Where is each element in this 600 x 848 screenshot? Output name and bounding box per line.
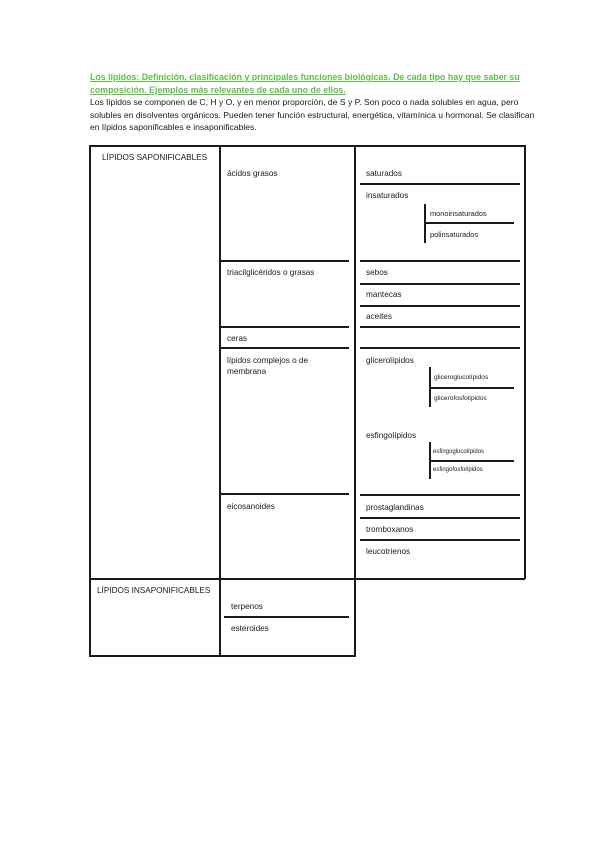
table-section-divider [89,578,525,580]
nested-separator [429,460,514,462]
col3-separator [360,283,520,285]
subitem-monoinsaturados: monoinsaturados [430,209,487,218]
table-right-border [524,145,526,579]
col2-separator [224,616,349,618]
item-tromboxanos: tromboxanos [366,525,414,534]
table-bottom-border [89,655,355,657]
item-aceites: aceites [366,312,392,321]
subitem-polinsaturados: polinsaturados [430,230,479,239]
intro-paragraph: Los lípidos se componen de C, H y O, y en menor proporción, de S y P. Son poco o nada solubles en agua, pero solubles en disolventes orgánicos. Pueden tener función estructural, energética, vitamínica u hormonal. Se clasifican en lípidos saponificables e insaponificables. [90,97,535,132]
table-col1-divider [219,145,221,657]
item-insaturados: insaturados [366,191,409,200]
section-label-insaponificables: LÍPIDOS INSAPONIFICABLES [97,586,211,595]
table-top-border [89,145,525,147]
category-ceras: ceras [227,334,248,343]
nested-divider [424,204,426,243]
col3-separator [360,305,520,307]
table-col2-divider [354,145,356,657]
category-lipidos-complejos: lípidos complejos o de membrana [227,356,309,376]
subitem-esfingoglucolipidos: esfingoglucolípidos [433,449,485,455]
nested-separator [429,387,514,389]
item-esteroides: esteroides [231,624,269,633]
item-glicerolipidos: glicerolípidos [366,356,414,365]
item-mantecas: mantecas [366,290,402,299]
item-esfingolipidos: esfingolípidos [366,431,417,440]
item-saturados: saturados [366,169,402,178]
col3-separator [360,347,520,349]
item-sebos: sebos [366,268,388,277]
item-prostaglandinas: prostaglandinas [366,503,424,512]
section-label-saponificables: LÍPIDOS SAPONIFICABLES [102,153,208,162]
col3-separator [360,260,520,262]
col3-separator [360,494,520,496]
category-eicosanoides: eicosanoides [227,502,275,511]
item-leucotrienos: leucotrienos [366,547,411,556]
col3-separator [360,326,520,328]
subitem-glicerofosfolipidos: glicerofosfolípidos [434,395,487,402]
document-heading: Los lípidos: Definición, clasificación y principales funciones biológicas. De cada tipo hay que saber su composición. Ejemplos más relevantes de cada uno de ellos. [90,72,520,95]
subitem-esfingofosfolipidos: esfingofosfolípidos [433,467,483,473]
item-terpenos: terpenos [231,602,263,611]
category-triacilgliceridos: triacilglicéridos o grasas [227,268,315,277]
col2-separator [219,347,349,349]
category-acidos-grasos: ácidos grasos [227,169,278,178]
col3-separator [360,517,520,519]
table-left-border [89,145,91,657]
col2-separator [219,493,349,495]
subitem-gliceroglucolipidos: gliceroglucolípidos [434,374,489,381]
col2-separator [219,326,349,328]
col3-separator [360,183,520,185]
col3-separator [360,539,520,541]
col2-separator [219,260,349,262]
nested-separator [424,222,514,224]
